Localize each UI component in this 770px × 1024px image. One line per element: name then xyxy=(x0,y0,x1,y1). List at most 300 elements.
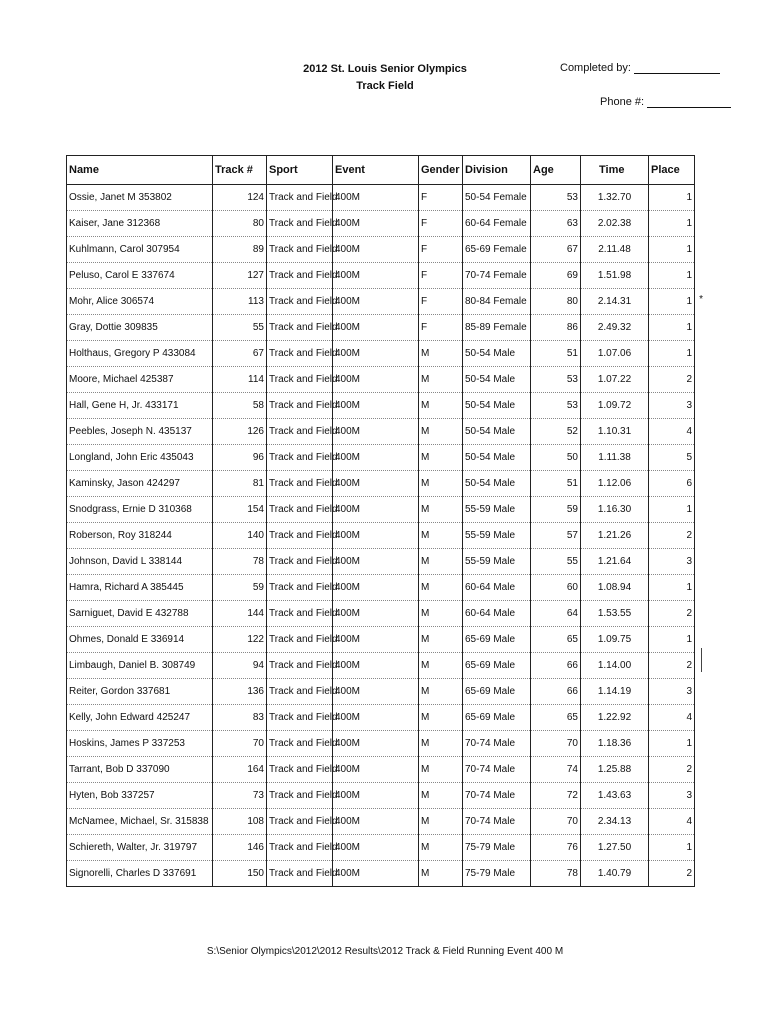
table-row xyxy=(67,315,695,341)
cell-age xyxy=(531,419,581,445)
cell-division xyxy=(463,627,531,653)
cell-event xyxy=(333,367,419,393)
cell-place-text: 5 xyxy=(686,452,692,463)
cell-event xyxy=(333,419,419,445)
cell-name xyxy=(67,367,213,393)
cell-age-text: 59 xyxy=(566,504,578,515)
cell-gender xyxy=(419,575,463,601)
cell-gender xyxy=(419,263,463,289)
cell-gender-text: M xyxy=(421,660,430,671)
cell-event xyxy=(333,679,419,705)
cell-division xyxy=(463,731,531,757)
cell-event-text: 400M xyxy=(335,816,361,827)
cell-time xyxy=(581,367,649,393)
cell-name xyxy=(67,419,213,445)
cell-time xyxy=(581,211,649,237)
cell-time-text: 1.14.19 xyxy=(597,686,632,697)
cell-time-text: 1.10.31 xyxy=(597,426,632,437)
cell-age-text: 86 xyxy=(566,322,578,333)
cell-gender xyxy=(419,341,463,367)
cell-division-text: 65-69 Male xyxy=(465,660,516,671)
cell-place-text: 2 xyxy=(686,660,692,671)
table-row xyxy=(67,653,695,679)
cell-sport xyxy=(267,419,338,445)
phone-blank[interactable] xyxy=(647,96,731,108)
cell-name-text: Hamra, Richard A 385445 xyxy=(69,582,184,593)
cell-name-text: Holthaus, Gregory P 433084 xyxy=(69,348,196,359)
cell-track xyxy=(213,731,267,757)
column-header-track: Track # xyxy=(213,156,267,185)
completed-by-field[interactable] xyxy=(560,62,720,74)
cell-sport xyxy=(267,679,338,705)
cell-track-text: 114 xyxy=(248,374,264,385)
cell-event-text: 400M xyxy=(335,582,361,593)
cell-age-text: 66 xyxy=(566,686,578,697)
cell-time xyxy=(581,835,649,861)
cell-time xyxy=(581,653,649,679)
cell-track xyxy=(213,783,267,809)
cell-age xyxy=(531,549,581,575)
cell-sport xyxy=(267,341,338,367)
cell-place-text: 2 xyxy=(686,868,692,879)
cell-sport xyxy=(267,809,338,835)
cell-sport-text: Track and Field xyxy=(269,244,338,255)
cell-sport xyxy=(267,601,338,627)
cell-sport-text: Track and Field xyxy=(269,348,338,359)
cell-place xyxy=(649,783,695,809)
cell-place xyxy=(649,653,695,679)
cell-division-text: 70-74 Male xyxy=(465,816,516,827)
cell-event xyxy=(333,289,419,315)
cell-sport-text: Track and Field xyxy=(269,530,338,541)
cell-event-text: 400M xyxy=(335,192,361,203)
cell-time-text: 1.40.79 xyxy=(597,868,632,879)
table-row xyxy=(67,549,695,575)
cell-sport-text: Track and Field xyxy=(269,608,338,619)
cell-place-text: 6 xyxy=(686,478,692,489)
cell-time xyxy=(581,315,649,341)
cell-place xyxy=(649,523,695,549)
cell-track-text: 83 xyxy=(252,712,264,723)
cell-age xyxy=(531,497,581,523)
cell-gender xyxy=(419,809,463,835)
cell-sport xyxy=(267,861,338,887)
table-row xyxy=(67,783,695,809)
cell-track-text: 67 xyxy=(252,348,264,359)
cell-name xyxy=(67,601,213,627)
cell-division-text: 50-54 Female xyxy=(465,192,527,203)
cell-time xyxy=(581,601,649,627)
cell-age xyxy=(531,263,581,289)
cell-time xyxy=(581,627,649,653)
asterisk-mark: * xyxy=(699,294,703,305)
cell-division xyxy=(463,471,531,497)
cell-gender xyxy=(419,289,463,315)
cell-division xyxy=(463,445,531,471)
cell-name xyxy=(67,471,213,497)
cell-event xyxy=(333,393,419,419)
cell-place xyxy=(649,601,695,627)
cell-place-text: 2 xyxy=(686,374,692,385)
cell-name xyxy=(67,315,213,341)
cell-sport xyxy=(267,549,338,575)
cell-event-text: 400M xyxy=(335,660,361,671)
cell-track xyxy=(213,549,267,575)
phone-label: Phone #: xyxy=(600,96,645,108)
cell-division-text: 70-74 Male xyxy=(465,738,516,749)
cell-place-text: 3 xyxy=(686,556,692,567)
cell-age xyxy=(531,809,581,835)
cell-name xyxy=(67,783,213,809)
cell-time-text: 2.02.38 xyxy=(597,218,632,229)
cell-place xyxy=(649,705,695,731)
cell-division xyxy=(463,783,531,809)
column-header-division: Division xyxy=(463,156,531,185)
cell-gender-text: M xyxy=(421,712,430,723)
table-row xyxy=(67,705,695,731)
cell-age xyxy=(531,679,581,705)
cell-name xyxy=(67,757,213,783)
cell-sport-text: Track and Field xyxy=(269,634,338,645)
results-table xyxy=(66,155,703,887)
cell-gender-text: M xyxy=(421,426,430,437)
cell-name xyxy=(67,523,213,549)
cell-place-text: 1 xyxy=(686,322,692,333)
cell-age xyxy=(531,367,581,393)
cell-time xyxy=(581,497,649,523)
cell-place xyxy=(649,445,695,471)
cell-sport xyxy=(267,315,338,341)
cell-name xyxy=(67,731,213,757)
cell-time-text: 1.21.64 xyxy=(597,556,632,567)
cell-division xyxy=(463,393,531,419)
cell-age-text: 51 xyxy=(566,348,578,359)
cell-event xyxy=(333,549,419,575)
cell-place xyxy=(649,549,695,575)
cell-division-text: 50-54 Male xyxy=(465,374,516,385)
table-row xyxy=(67,809,695,835)
cell-division xyxy=(463,237,531,263)
cell-gender-text: M xyxy=(421,764,430,775)
cell-name xyxy=(67,549,213,575)
cell-place-text: 3 xyxy=(686,790,692,801)
cell-place-text: 1 xyxy=(686,738,692,749)
cell-age xyxy=(531,861,581,887)
cell-gender xyxy=(419,705,463,731)
cell-time-text: 1.07.22 xyxy=(597,374,632,385)
cell-place-text: 1 xyxy=(686,192,692,203)
cell-age xyxy=(531,393,581,419)
column-header-place: Place xyxy=(649,156,695,185)
cell-place xyxy=(649,419,695,445)
cell-track-text: 164 xyxy=(247,764,264,775)
cell-sport xyxy=(267,705,338,731)
cell-gender xyxy=(419,185,463,211)
column-header-age: Age xyxy=(531,156,581,185)
cell-time xyxy=(581,731,649,757)
file-path-footer: S:\Senior Olympics\2012\2012 Results\2012 Track & Field Running Event 400 M xyxy=(206,946,564,957)
cell-place xyxy=(649,679,695,705)
cell-sport xyxy=(267,783,338,809)
cell-event-text: 400M xyxy=(335,738,361,749)
cell-event xyxy=(333,263,419,289)
cell-name xyxy=(67,835,213,861)
table-row xyxy=(67,367,695,393)
cell-name xyxy=(67,679,213,705)
cell-track-text: 146 xyxy=(247,842,264,853)
cell-age-text: 65 xyxy=(566,634,578,645)
cell-track-text: 78 xyxy=(252,556,264,567)
cell-track-text: 108 xyxy=(247,816,264,827)
cell-event xyxy=(333,341,419,367)
stray-mark xyxy=(701,648,702,672)
cell-name-text: Hoskins, James P 337253 xyxy=(69,738,185,749)
cell-sport-text: Track and Field xyxy=(269,842,338,853)
cell-sport xyxy=(267,575,338,601)
cell-event-text: 400M xyxy=(335,218,361,229)
cell-division-text: 65-69 Female xyxy=(465,244,527,255)
cell-age xyxy=(531,627,581,653)
cell-gender xyxy=(419,211,463,237)
cell-track-text: 73 xyxy=(252,790,264,801)
cell-time-text: 1.43.63 xyxy=(597,790,632,801)
cell-age xyxy=(531,471,581,497)
cell-name xyxy=(67,445,213,471)
cell-name xyxy=(67,809,213,835)
cell-age xyxy=(531,289,581,315)
cell-track-text: 113 xyxy=(248,296,264,307)
table-row xyxy=(67,445,695,471)
cell-event-text: 400M xyxy=(335,608,361,619)
cell-name-text: Ohmes, Donald E 336914 xyxy=(69,634,185,645)
cell-sport-text: Track and Field xyxy=(269,322,338,333)
cell-name xyxy=(67,653,213,679)
cell-time-text: 1.25.88 xyxy=(597,764,632,775)
cell-place-text: 1 xyxy=(686,244,692,255)
cell-place xyxy=(649,471,695,497)
cell-event xyxy=(333,601,419,627)
cell-place-text: 1 xyxy=(686,270,692,281)
cell-gender xyxy=(419,731,463,757)
cell-sport-text: Track and Field xyxy=(269,816,338,827)
cell-division-text: 50-54 Male xyxy=(465,348,516,359)
cell-gender-text: M xyxy=(421,842,430,853)
cell-track-text: 140 xyxy=(247,530,264,541)
cell-name-text: Hall, Gene H, Jr. 433171 xyxy=(69,400,179,411)
cell-place-text: 2 xyxy=(686,608,692,619)
cell-track-text: 144 xyxy=(247,608,264,619)
cell-event-text: 400M xyxy=(335,686,361,697)
cell-gender xyxy=(419,419,463,445)
cell-place-text: 1 xyxy=(686,504,692,515)
cell-place-text: 3 xyxy=(686,400,692,411)
cell-track xyxy=(213,211,267,237)
cell-sport-text: Track and Field xyxy=(269,556,338,567)
completed-by-blank[interactable] xyxy=(634,62,720,74)
cell-name-text: Peebles, Joseph N. 435137 xyxy=(69,426,192,437)
cell-sport-text: Track and Field xyxy=(269,478,338,489)
cell-division-text: 70-74 Male xyxy=(465,764,516,775)
table-row xyxy=(67,575,695,601)
cell-gender-text: M xyxy=(421,530,430,541)
cell-sport-text: Track and Field xyxy=(269,660,338,671)
table-row xyxy=(67,731,695,757)
cell-event-text: 400M xyxy=(335,868,361,879)
cell-time xyxy=(581,289,649,315)
cell-gender xyxy=(419,783,463,809)
cell-name-text: Mohr, Alice 306574 xyxy=(69,296,155,307)
cell-track xyxy=(213,185,267,211)
cell-sport xyxy=(267,497,338,523)
cell-gender-text: M xyxy=(421,556,430,567)
cell-track-text: 59 xyxy=(252,582,264,593)
cell-gender xyxy=(419,237,463,263)
cell-track xyxy=(213,861,267,887)
cell-gender-text: M xyxy=(421,400,430,411)
cell-sport-text: Track and Field xyxy=(269,426,338,437)
cell-track-text: 58 xyxy=(252,400,264,411)
cell-gender-text: M xyxy=(421,478,430,489)
cell-gender xyxy=(419,315,463,341)
cell-age-text: 55 xyxy=(566,556,578,567)
cell-name-text: Ossie, Janet M 353802 xyxy=(69,192,172,203)
cell-gender-text: F xyxy=(421,322,428,333)
cell-place-text: 1 xyxy=(686,634,692,645)
cell-place-text: 2 xyxy=(686,530,692,541)
cell-sport-text: Track and Field xyxy=(269,712,338,723)
cell-track xyxy=(213,705,267,731)
cell-event xyxy=(333,705,419,731)
cell-name-text: Kaminsky, Jason 424297 xyxy=(69,478,180,489)
cell-sport xyxy=(267,367,338,393)
cell-sport-text: Track and Field xyxy=(269,504,338,515)
cell-name-text: Snodgrass, Ernie D 310368 xyxy=(69,504,192,515)
cell-sport xyxy=(267,237,338,263)
cell-event xyxy=(333,185,419,211)
cell-age-text: 52 xyxy=(566,426,578,437)
cell-age xyxy=(531,601,581,627)
cell-age-text: 67 xyxy=(566,244,578,255)
cell-track-text: 80 xyxy=(252,218,264,229)
cell-time xyxy=(581,471,649,497)
cell-name-text: Kuhlmann, Carol 307954 xyxy=(69,244,180,255)
cell-time-text: 1.53.55 xyxy=(597,608,632,619)
phone-field[interactable] xyxy=(600,96,731,108)
cell-gender xyxy=(419,497,463,523)
cell-division-text: 70-74 Female xyxy=(465,270,527,281)
cell-gender-text: M xyxy=(421,634,430,645)
cell-track xyxy=(213,809,267,835)
cell-name-text: Sarniguet, David E 432788 xyxy=(69,608,189,619)
table-row xyxy=(67,289,695,315)
cell-place xyxy=(649,341,695,367)
table-row xyxy=(67,341,695,367)
cell-name xyxy=(67,861,213,887)
cell-division xyxy=(463,419,531,445)
cell-age xyxy=(531,341,581,367)
cell-division-text: 50-54 Male xyxy=(465,478,516,489)
cell-place-text: 1 xyxy=(686,296,692,307)
cell-time-text: 1.51.98 xyxy=(597,270,632,281)
cell-time-text: 1.08.94 xyxy=(597,582,632,593)
table-row xyxy=(67,185,695,211)
cell-time-text: 1.21.26 xyxy=(597,530,632,541)
cell-event-text: 400M xyxy=(335,322,361,333)
table-row xyxy=(67,237,695,263)
cell-sport xyxy=(267,263,338,289)
cell-age-text: 74 xyxy=(566,764,578,775)
cell-name-text: Hyten, Bob 337257 xyxy=(69,790,155,801)
cell-track-text: 127 xyxy=(247,270,264,281)
cell-age-text: 53 xyxy=(566,400,578,411)
table-row xyxy=(67,835,695,861)
cell-event xyxy=(333,315,419,341)
table-row xyxy=(67,861,695,887)
cell-time xyxy=(581,809,649,835)
cell-place xyxy=(649,393,695,419)
cell-gender-text: M xyxy=(421,608,430,619)
cell-division-text: 55-59 Male xyxy=(465,556,516,567)
cell-division xyxy=(463,575,531,601)
cell-gender-text: M xyxy=(421,504,430,515)
cell-time-text: 2.11.48 xyxy=(598,244,631,255)
cell-age-text: 69 xyxy=(566,270,578,281)
cell-track-text: 70 xyxy=(252,738,264,749)
cell-age xyxy=(531,783,581,809)
cell-sport xyxy=(267,393,338,419)
cell-sport xyxy=(267,471,338,497)
cell-time-text: 1.27.50 xyxy=(597,842,632,853)
cell-place xyxy=(649,809,695,835)
cell-gender xyxy=(419,393,463,419)
cell-age-text: 80 xyxy=(566,296,578,307)
cell-division xyxy=(463,705,531,731)
cell-event-text: 400M xyxy=(335,400,361,411)
cell-name-text: Limbaugh, Daniel B. 308749 xyxy=(69,660,196,671)
cell-name-text: Signorelli, Charles D 337691 xyxy=(69,868,197,879)
cell-division-text: 75-79 Male xyxy=(465,868,516,879)
cell-division-text: 65-69 Male xyxy=(465,686,516,697)
cell-age xyxy=(531,185,581,211)
cell-event xyxy=(333,835,419,861)
cell-place xyxy=(649,185,695,211)
cell-gender-text: M xyxy=(421,868,430,879)
cell-event xyxy=(333,653,419,679)
cell-time xyxy=(581,549,649,575)
cell-gender xyxy=(419,549,463,575)
cell-time xyxy=(581,783,649,809)
cell-event-text: 400M xyxy=(335,374,361,385)
cell-sport xyxy=(267,185,338,211)
cell-place xyxy=(649,835,695,861)
cell-time xyxy=(581,757,649,783)
cell-gender xyxy=(419,861,463,887)
cell-name xyxy=(67,211,213,237)
cell-track xyxy=(213,575,267,601)
cell-name-text: Schiereth, Walter, Jr. 319797 xyxy=(69,842,198,853)
cell-time xyxy=(581,237,649,263)
cell-gender-text: F xyxy=(421,192,428,203)
cell-gender xyxy=(419,757,463,783)
cell-gender-text: M xyxy=(421,790,430,801)
cell-sport xyxy=(267,731,338,757)
cell-name-text: McNamee, Michael, Sr. 315838 xyxy=(69,816,209,827)
cell-division xyxy=(463,835,531,861)
cell-division xyxy=(463,809,531,835)
cell-age-text: 66 xyxy=(566,660,578,671)
table-row xyxy=(67,497,695,523)
cell-time xyxy=(581,575,649,601)
